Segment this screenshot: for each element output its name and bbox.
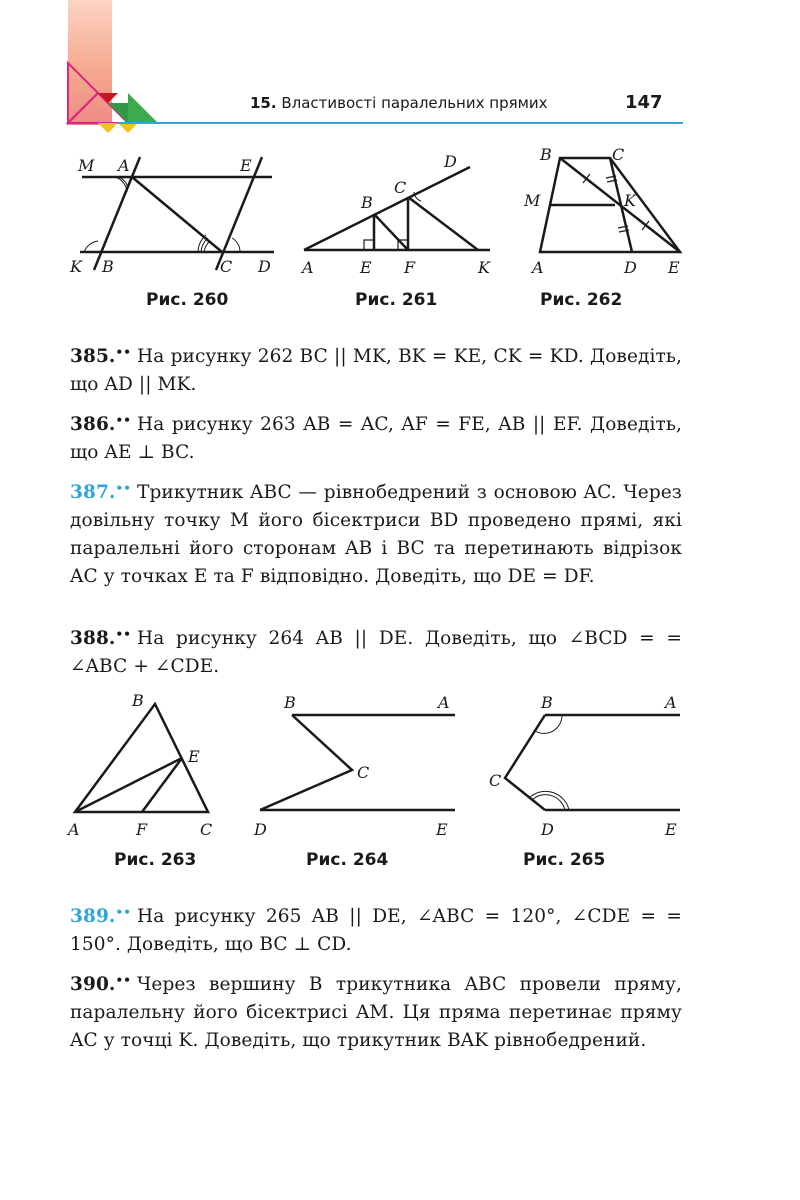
label-A: A [532, 258, 544, 277]
problem-number: 390. [70, 974, 116, 995]
problem-text: На рисунку 265 AB || DE, ∠ABC = 120°, ∠CDE = = 150°. Доведіть, що BC ⊥ CD. [70, 906, 682, 955]
label-K: K [624, 191, 636, 210]
label-C: C [612, 145, 625, 164]
problem-number: 389. [70, 906, 116, 927]
label-B: B [540, 145, 552, 164]
difficulty-marks: •• [115, 973, 132, 987]
figure-262 [520, 140, 690, 280]
header-rule [118, 122, 683, 124]
label-A: A [302, 258, 314, 277]
difficulty-marks: •• [115, 905, 132, 919]
caption-263: Рис. 263 [114, 850, 197, 870]
label-C: C [394, 178, 407, 197]
problem-number: 387. [70, 482, 116, 503]
label-E: E [360, 258, 372, 277]
label-E: E [188, 747, 200, 766]
label-K: K [478, 258, 490, 277]
problem-text: Через вершину B трикутника ABC провели пряму, паралельну його бісектрисі AM. Ця пряма перетинає пряму AC у точці K. Доведіть, що трикутник BAK рівнобедрений. [70, 974, 682, 1051]
label-E: E [668, 258, 680, 277]
label-B: B [541, 693, 553, 712]
problem-text: Трикутник ABC — рівнобедрений з основою AC. Через довільну точку M його бісектриси BD проведено прямі, які паралельні його сторонам AB і BC та перетинають відрізок AC у точках E та F відповідно. Доведіть, що DE = DF. [70, 482, 682, 587]
label-A: A [68, 820, 80, 839]
page-number: 147 [625, 92, 663, 113]
problem-number: 388. [70, 628, 116, 649]
label-D: D [541, 820, 554, 839]
label-B: B [361, 193, 373, 212]
label-D: D [444, 152, 457, 171]
label-C: C [357, 763, 370, 782]
label-M: M [524, 191, 541, 210]
label-F: F [404, 258, 416, 277]
caption-260: Рис. 260 [146, 290, 229, 310]
problem-text: На рисунку 263 AB = AC, AF = FE, AB || EF. Доведіть, що AE ⊥ BC. [70, 414, 682, 463]
label-F: F [136, 820, 148, 839]
tangram-logo-icon [60, 58, 160, 143]
label-D: D [624, 258, 637, 277]
caption-262: Рис. 262 [540, 290, 623, 310]
chapter-heading [250, 94, 548, 112]
problem-385 [70, 338, 682, 399]
chapter-title: Властивості паралельних прямих [281, 94, 548, 112]
problem-text: На рисунку 262 BC || MK, BK = KE, CK = KD. Доведіть, що AD || MK. [70, 346, 682, 395]
problem-387 [70, 474, 682, 591]
label-K: K [70, 257, 82, 276]
label-D: D [258, 257, 271, 276]
figure-261 [298, 145, 503, 280]
problem-388 [70, 620, 682, 681]
chapter-number: 15. [250, 94, 277, 112]
label-B: B [102, 257, 114, 276]
label-B: B [284, 693, 296, 712]
difficulty-marks: •• [115, 345, 132, 359]
label-D: D [254, 820, 267, 839]
figure-265 [485, 690, 690, 840]
label-C: C [200, 820, 213, 839]
caption-264: Рис. 264 [306, 850, 389, 870]
label-M: M [78, 156, 95, 175]
label-C: C [489, 771, 502, 790]
label-E: E [436, 820, 448, 839]
problem-number: 385. [70, 346, 116, 367]
caption-265: Рис. 265 [523, 850, 606, 870]
label-A: A [665, 693, 677, 712]
label-A: A [118, 156, 130, 175]
label-E: E [240, 156, 252, 175]
label-C: C [220, 257, 233, 276]
label-A: A [438, 693, 450, 712]
difficulty-marks: •• [115, 413, 132, 427]
problem-390 [70, 966, 682, 1055]
difficulty-marks: •• [115, 481, 132, 495]
figure-264 [250, 690, 465, 840]
problem-number: 386. [70, 414, 116, 435]
figure-263 [60, 690, 230, 840]
label-B: B [132, 691, 144, 710]
problem-389 [70, 898, 682, 959]
problem-386 [70, 406, 682, 467]
problem-text: На рисунку 264 AB || DE. Доведіть, що ∠BCD = = ∠ABC + ∠CDE. [70, 628, 682, 677]
caption-261: Рис. 261 [355, 290, 438, 310]
difficulty-marks: •• [115, 627, 132, 641]
figure-260 [62, 145, 282, 280]
label-E: E [665, 820, 677, 839]
